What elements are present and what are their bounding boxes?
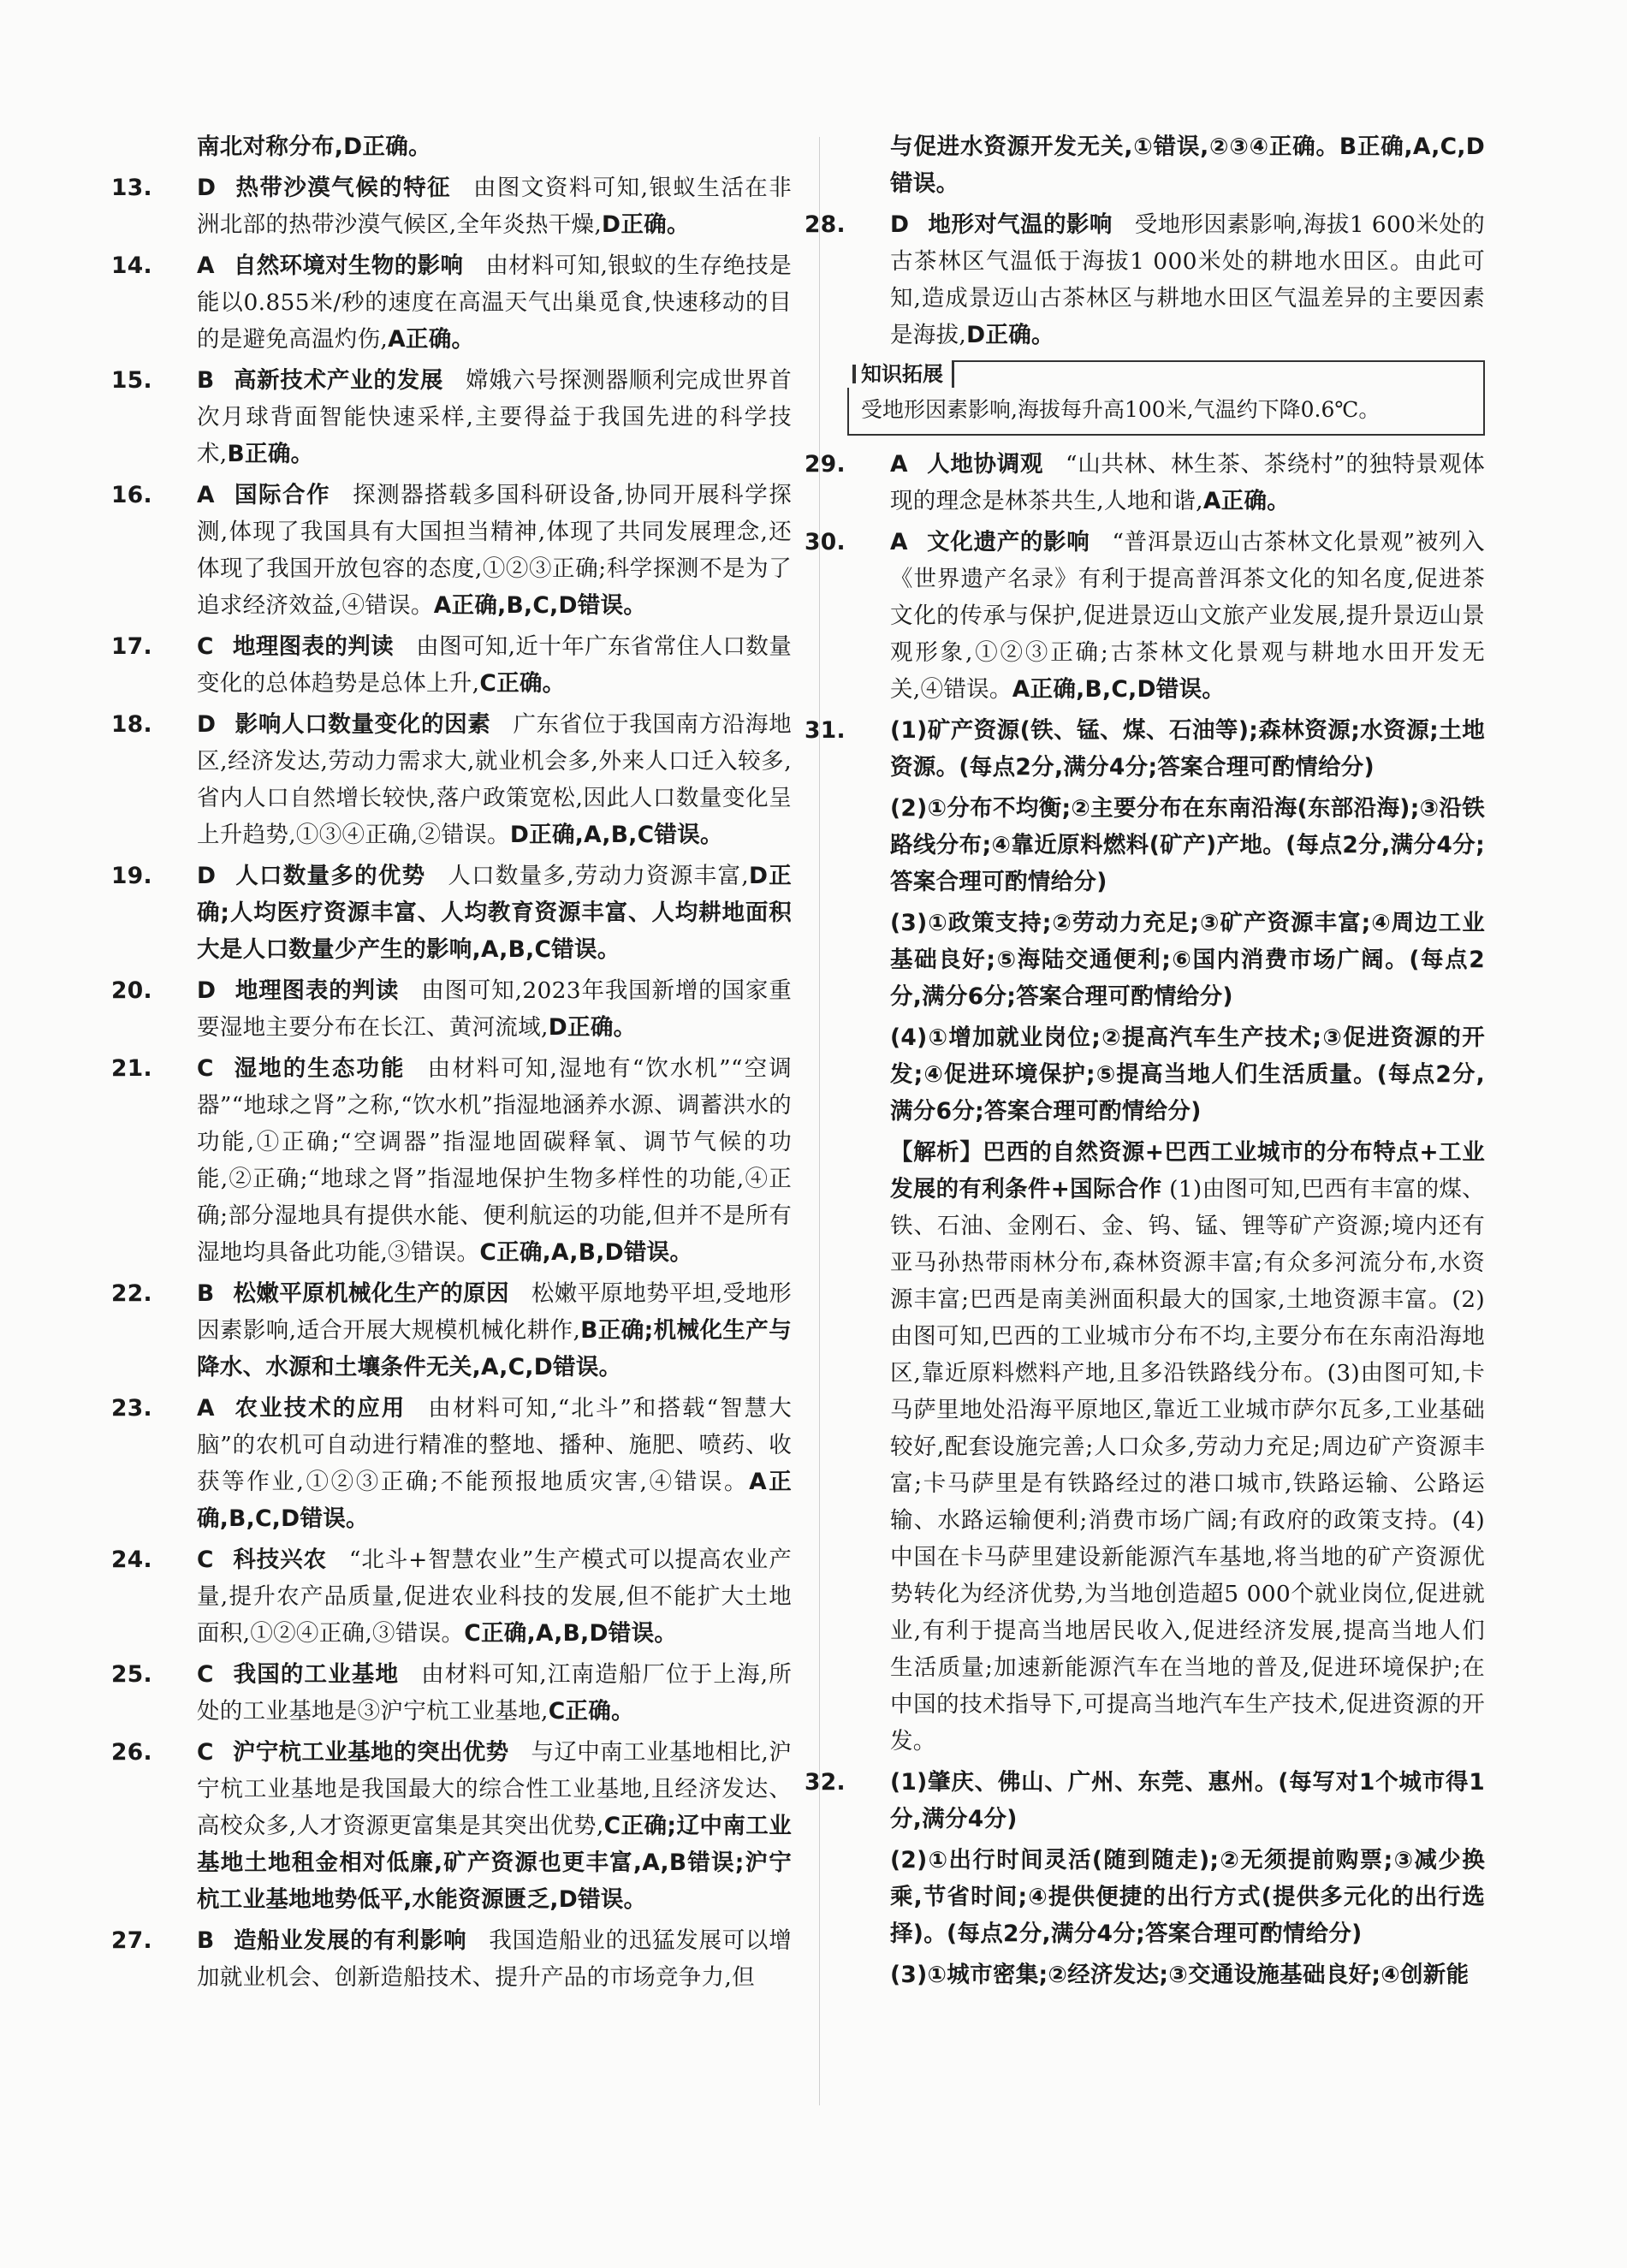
answer-conclusion: C正确,A,B,D错误。	[464, 1620, 678, 1647]
question-number: 23.	[111, 1395, 152, 1422]
answer-topic: 热带沙漠气候的特征	[235, 175, 451, 201]
answer-letter: C	[197, 1055, 214, 1082]
answer-30	[805, 524, 1485, 708]
answer-explanation: “北斗+智慧农业”生产模式可以提高农业产量,提升农产品质量,促进农业科技的发展,但不能扩大土地面积,①②④正确,③错误。	[197, 1547, 792, 1647]
answer-item	[111, 1734, 793, 1918]
answer-text: (3)①城市密集;②经济发达;③交通设施基础良好;④创新能	[890, 1962, 1470, 1988]
answer-letter: B	[197, 1927, 215, 1954]
answer-conclusion: D正确。	[966, 322, 1054, 348]
question-number: 26.	[111, 1739, 152, 1766]
answer-item	[111, 628, 792, 702]
answer-letter: A	[890, 451, 908, 478]
answer-letter: A	[197, 1395, 215, 1422]
answer-topic: 地理图表的判读	[232, 633, 395, 660]
answer-32-part3	[847, 1956, 1485, 1993]
answer-28	[805, 206, 1486, 353]
answer-conclusion: C正确。	[479, 670, 566, 697]
answer-continuation	[847, 128, 1485, 202]
answer-letter: B	[197, 1280, 215, 1307]
answer-topic: 沪宁杭工业基地的突出优势	[232, 1739, 509, 1766]
answer-topic: 地理图表的判读	[235, 977, 400, 1004]
column-divider	[819, 137, 820, 2105]
question-number: 20.	[111, 977, 152, 1004]
answer-explanation: 受地形因素影响,海拔1 600米处的古茶林区气温低于海拔1 000米处的耕地水田区。由此可知,造成景迈山古茶林区与耕地水田区气温差异的主要因素是海拔,	[890, 211, 1486, 348]
answer-letter: D	[890, 211, 910, 238]
answer-explanation: 广东省位于我国南方沿海地区,经济发达,劳动力需求大,就业机会多,外来人口迁入较多,省内人口自然增长较快,落户政策宽松,因此人口数量变化呈上升趋势,①③④正确,②错误。	[197, 711, 792, 848]
answer-conclusion: B正确;机械化生产与降水、水源和土壤条件无关,A,C,D错误。	[197, 1317, 793, 1380]
answer-topic: 造船业发展的有利影响	[233, 1927, 467, 1954]
answer-item	[111, 247, 793, 358]
answer-text: (2)①分布不均衡;②主要分布在东南沿海(东部沿海);③沿铁路线分布;④靠近原料燃料(矿产)产地。(每点2分,满分4分;答案合理可酌情给分)	[890, 795, 1485, 895]
answer-item	[111, 1541, 792, 1652]
answer-explanation: “普洱景迈山古茶林文化景观”被列入《世界遗产名录》有利于提高普洱茶文化的知名度,促进茶文化的传承与保护,促进景迈山文旅产业发展,提升景迈山景观形象,①②③正确;古茶林文化景观与耕地水田开发无关,④错误。	[890, 529, 1485, 703]
answer-item	[111, 477, 793, 624]
answer-conclusion: A正确,B,C,D错误。	[1012, 676, 1226, 703]
question-number: 25.	[111, 1661, 152, 1688]
answer-letter: B	[197, 367, 215, 394]
answer-item	[111, 1050, 792, 1271]
answer-topic: 影响人口数量变化的因素	[235, 711, 491, 738]
answer-31-part2	[847, 790, 1485, 900]
answer-explanation: “山共林、林生茶、茶绕村”的独特景观体现的理念是林茶共生,人地和谐,	[890, 451, 1486, 514]
answer-explanation: 探测器搭载多国科研设备,协同开展科学探测,体现了我国具有大国担当精神,体现了共同发展理念,还体现了我国开放包容的态度,①②③正确;科学探测不是为了追求经济效益,④错误。	[197, 482, 793, 619]
answer-continuation	[154, 128, 792, 165]
answer-29	[805, 446, 1486, 520]
answer-letter: A	[197, 482, 215, 508]
answer-topic: 文化遗产的影响	[926, 529, 1090, 555]
answer-31-part4	[847, 1019, 1485, 1130]
answer-letter: D	[197, 175, 217, 201]
answer-item	[111, 1390, 793, 1537]
answer-topic: 人口数量多的优势	[235, 863, 426, 889]
answer-explanation: 由材料可知,“北斗”和搭载“智慧大脑”的农机可自动进行精准的整地、播种、施肥、喷药、收获等作业,①②③正确;不能预报地质灾害,④错误。	[197, 1395, 792, 1495]
answer-explanation: 松嫩平原地势平坦,受地形因素影响,适合开展大规模机械化耕作,	[197, 1280, 792, 1344]
question-number: 15.	[111, 367, 152, 394]
question-number: 32.	[805, 1769, 846, 1796]
answer-topic: 高新技术产业的发展	[233, 367, 444, 394]
answer-topic: 人地协调观	[926, 451, 1044, 478]
answer-topic: 国际合作	[233, 482, 331, 508]
answer-explanation: 嫦娥六号探测器顺利完成世界首次月球背面智能快速采样,主要得益于我国先进的科学技术,	[197, 367, 792, 467]
answer-text: (1)矿产资源(铁、锰、煤、石油等);森林资源;水资源;土地资源。(每点2分,满分4分;答案合理可酌情给分)	[890, 717, 1485, 781]
answer-letter: D	[197, 977, 217, 1004]
answer-topic: 自然环境对生物的影响	[233, 252, 464, 279]
answer-conclusion: D正确。	[602, 211, 690, 238]
answer-item	[111, 1922, 792, 1996]
question-number: 14.	[111, 252, 152, 279]
question-number: 13.	[111, 175, 152, 201]
answer-conclusion: D正确;人均医疗资源丰富、人均教育资源丰富、人均耕地面积大是人口数量少产生的影响,A,B,C错误。	[197, 863, 792, 963]
answer-topic: 湿地的生态功能	[232, 1055, 406, 1082]
answer-item	[111, 362, 792, 472]
knowledge-box-title: 知识拓展	[847, 360, 954, 388]
answer-topic: 科技兴农	[232, 1547, 327, 1573]
answer-topic: 农业技术的应用	[233, 1395, 407, 1422]
answer-topic: 地形对气温的影响	[928, 211, 1113, 238]
right-column	[805, 128, 1486, 1998]
answer-conclusion: B正确。	[227, 441, 314, 467]
answer-item	[111, 706, 792, 853]
answer-conclusion: A正确,B,C,D错误。	[197, 1469, 793, 1532]
answer-explanation: 由图可知,2023年我国新增的国家重要湿地主要分布在长江、黄河流域,	[197, 977, 793, 1041]
answer-explanation: 由图文资料可知,银蚁生活在非洲北部的热带沙漠气候区,全年炎热干燥,	[197, 175, 793, 238]
answer-explanation: 由材料可知,银蚁的生存绝技是能以0.855米/秒的速度在高温天气出巢觅食,快速移动的目的是避免高温灼伤,	[197, 252, 793, 353]
question-number: 16.	[111, 482, 152, 508]
answer-31-part1	[805, 712, 1485, 786]
answer-item	[111, 1275, 793, 1386]
answer-explanation: 与辽中南工业基地相比,沪宁杭工业基地是我国最大的综合性工业基地,且经济发达、高校众多,人才资源更富集是其突出优势,	[197, 1739, 792, 1839]
answer-conclusion: D正确,A,B,C错误。	[509, 822, 723, 848]
answer-item	[111, 1656, 792, 1730]
answer-letter: C	[197, 1661, 214, 1688]
answer-letter: D	[197, 711, 217, 738]
answer-letter: A	[890, 529, 908, 555]
answer-text: (2)①出行时间灵活(随到随走);②无须提前购票;③减少换乘,节省时间;④提供便捷的出行方式(提供多元化的出行选择)。(每点2分,满分4分;答案合理可酌情给分)	[890, 1847, 1485, 1947]
answer-conclusion: C正确。	[548, 1698, 634, 1725]
answer-conclusion: C正确;辽中南工业基地土地租金相对低廉,矿产资源也更丰富,A,B错误;沪宁杭工业基地地势低平,水能资源匮乏,D错误。	[197, 1813, 793, 1913]
left-answer-list	[111, 169, 793, 1996]
answer-explanation: 人口数量多,劳动力资源丰富,	[448, 863, 749, 889]
answer-item	[111, 169, 793, 243]
question-number: 27.	[111, 1927, 152, 1954]
answer-32-part1	[805, 1764, 1485, 1838]
answer-topic: 松嫩平原机械化生产的原因	[233, 1280, 509, 1307]
answer-letter: C	[197, 633, 214, 660]
answer-letter: A	[197, 252, 215, 279]
answer-conclusion: C正确,A,B,D错误。	[479, 1239, 693, 1266]
answer-letter: C	[197, 1547, 214, 1573]
answer-text: 南北对称分布,D正确。	[197, 134, 431, 160]
question-number: 31.	[805, 717, 846, 744]
analysis-text: (1)由图可知,巴西有丰富的煤、铁、石油、金刚石、金、钨、锰、锂等矿产资源;境内还有亚马孙热带雨林分布,森林资源丰富;有众多河流分布,水资源丰富;巴西是南美洲面积最大的国家,土地资源丰富。(2)由图可知,巴西的工业城市分布不均,主要分布在东南沿海地区,靠近原料燃料产地,且多沿铁路线分布。(3)由图可知,卡马萨里地处沿海平原地区,靠近工业城市萨尔瓦多,工业基础较好,配套设施完善;人口众多,劳动力充足;周边矿产资源丰富;卡马萨里是有铁路经过的港口城市,铁路运输、公路运输、水路运输便利;消费市场广阔;有政府的政策支持。(4)中国在卡马萨里建设新能源汽车基地,将当地的矿产资源优势转化为经济优势,为当地创造超5 000个就业岗位,促进就业,有利于提高当地居民收入,促进经济发展,提高当地人们生活质量;加速新能源汽车在当地的普及,促进环境保护;在中国的技术指导下,可提高当地汽车生产技术,促进资源的开发。	[890, 1176, 1485, 1754]
question-number: 19.	[111, 863, 152, 889]
answer-explanation: 我国造船业的迅猛发展可以增加就业机会、创新造船技术、提升产品的市场竞争力,但	[197, 1927, 792, 1991]
answer-item	[111, 858, 792, 968]
answer-letter: D	[197, 863, 217, 889]
answer-explanation: 由材料可知,江南造船厂位于上海,所处的工业基地是③沪宁杭工业基地,	[197, 1661, 792, 1725]
answer-text: 与促进水资源开发无关,①错误,②③④正确。B正确,A,C,D错误。	[890, 134, 1485, 197]
question-number: 28.	[805, 211, 846, 238]
answer-explanation: 由图可知,近十年广东省常住人口数量变化的总体趋势是总体上升,	[197, 633, 792, 697]
answer-31-analysis	[847, 1134, 1485, 1760]
answer-topic: 我国的工业基地	[232, 1661, 400, 1688]
answer-conclusion: A正确。	[1202, 488, 1291, 514]
knowledge-box	[847, 360, 1485, 436]
answer-letter: C	[197, 1739, 214, 1766]
analysis-label: 【解析】巴西的自然资源+巴西工业城市的分布特点+工业发展的有利条件+国际合作	[890, 1139, 1485, 1202]
question-number: 21.	[111, 1055, 152, 1082]
answer-conclusion: A正确。	[388, 326, 475, 353]
answer-text: (4)①增加就业岗位;②提高汽车生产技术;③促进资源的开发;④促进环境保护;⑤提高当地人们生活质量。(每点2分,满分6分;答案合理可酌情给分)	[890, 1024, 1485, 1125]
answer-conclusion: A正确,B,C,D错误。	[433, 592, 647, 619]
question-number: 30.	[805, 529, 846, 555]
answer-text: (3)①政策支持;②劳动力充足;③矿产资源丰富;④周边工业基础良好;⑤海陆交通便利;⑥国内消费市场广阔。(每点2分,满分6分;答案合理可酌情给分)	[890, 910, 1485, 1010]
answer-31-part3	[847, 905, 1485, 1015]
answer-conclusion: D正确。	[548, 1014, 637, 1041]
question-number: 18.	[111, 711, 152, 738]
answer-explanation: 由材料可知,湿地有“饮水机”“空调器”“地球之肾”之称,“饮水机”指湿地涵养水源、调蓄洪水的功能,①正确;“空调器”指湿地固碳释氧、调节气候的功能,②正确;“地球之肾”指湿地保护生物多样性的功能,④正确;部分湿地具有提供水能、便利航运的功能,但并不是所有湿地均具备此功能,③错误。	[197, 1055, 792, 1266]
answer-item	[111, 972, 793, 1046]
knowledge-box-text: 受地形因素影响,海拔每升高100米,气温约下降0.6℃。	[861, 397, 1381, 422]
answer-text: (1)肇庆、佛山、广州、东莞、惠州。(每写对1个城市得1分,满分4分)	[890, 1769, 1485, 1832]
answer-32-part2	[847, 1842, 1485, 1952]
question-number: 29.	[805, 451, 846, 478]
question-number: 22.	[111, 1280, 152, 1307]
question-number: 24.	[111, 1547, 152, 1573]
left-column	[111, 128, 793, 2000]
question-number: 17.	[111, 633, 152, 660]
